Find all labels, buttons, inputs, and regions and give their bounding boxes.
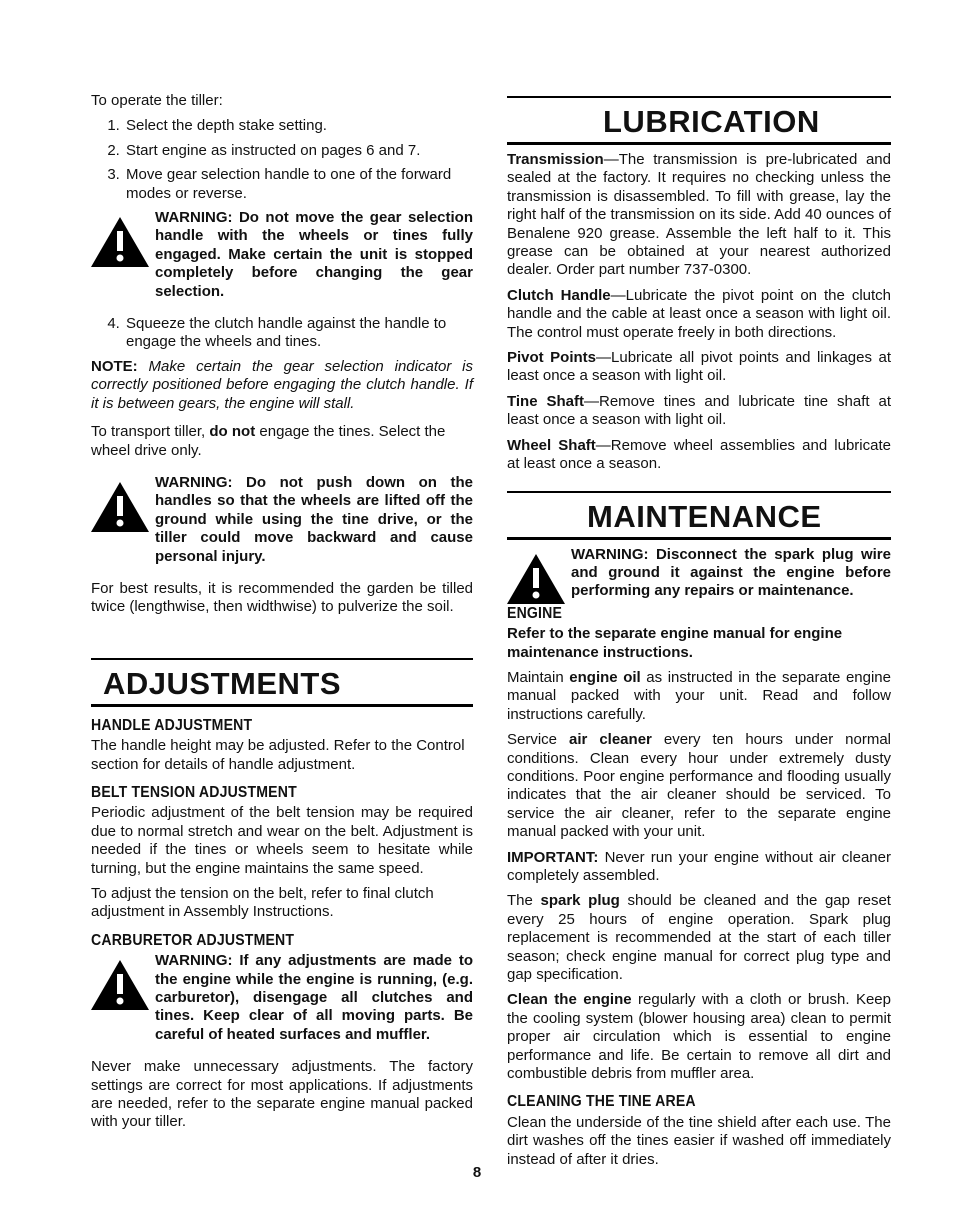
clutch-handle-paragraph — [507, 287, 891, 342]
note-paragraph — [91, 358, 473, 413]
left-column — [91, 92, 473, 1139]
handle-adjustment-text: The handle height may be adjusted. Refer to the Control section for details of handle adjustment. — [91, 737, 465, 773]
wheel-shaft-label: Wheel Shaft — [507, 436, 596, 454]
service-text-a: Service — [507, 731, 558, 749]
important-text: Never run your engine without air cleaner completely assembled. — [507, 848, 891, 884]
belt-tension-text-1: Periodic adjustment of the belt tension may be required due to normal stretch and wear on the belt. Adjustment is needed if the tines or wheels seem to hesitate while turning, but the engine maintains the same speed. — [91, 804, 473, 877]
service-text-c: every ten hours under normal conditions. Clean every hour under extremely dusty conditions. Poor engine performance and flooding usually indicates that the air cleaner should be serviced. To service the air cleaner, refer to the separate engine manual packed with your unit. — [507, 731, 892, 841]
lubrication-title: LUBRICATION — [507, 98, 891, 145]
maintain-text-c: as instructed in the separate engine manual packed with your unit. Read and follow instructions carefully. — [507, 668, 891, 723]
warning-disconnect-plug — [507, 546, 891, 601]
air-cleaner-label: air cleaner — [569, 731, 652, 749]
step-1: 1. Select the depth stake setting. — [124, 117, 473, 135]
step-4: 4. Squeeze the clutch handle against the handle to engage the wheels and tines. — [124, 315, 473, 352]
intro-text: To operate the tiller: — [91, 92, 223, 109]
warning-text: WARNING: Do not move the gear selection handle with the wheels or tines fully engaged. Make certain the unit is stopped completely before changing the gear selection. — [155, 209, 473, 300]
pivot-points-label: Pivot Points — [507, 349, 597, 367]
pivot-points-text: —Lubricate all pivot points and linkages at least once a season with light oil. — [507, 349, 891, 385]
warning-triangle-icon — [91, 217, 149, 267]
spark-plug-paragraph — [507, 892, 891, 984]
wheel-shaft-text: —Remove wheel assemblies and lubricate at least once a season. — [507, 436, 891, 473]
adjustments-title: ADJUSTMENTS — [91, 660, 473, 707]
warning-triangle-icon — [91, 960, 149, 1010]
transmission-label: Transmission — [507, 151, 604, 168]
clean-engine-text: regularly with a cloth or brush. Keep the cooling system (blower housing area) clean to permit proper air circulation which is essential to engine performance and life. Be certain to remove all dirt and combustible debris from muffler area. — [507, 991, 891, 1083]
warning-carburetor — [91, 952, 473, 1044]
warning-triangle-icon — [91, 482, 149, 532]
warning-gear-selection — [91, 209, 473, 301]
note-text: Make certain the gear selection indicator is correctly positioned before engaging the clutch handle. If it is between gears, the engine will stall. — [91, 357, 474, 412]
tine-shaft-text: —Remove tines and lubricate tine shaft at least once a season with light oil. — [507, 392, 892, 429]
tine-shaft-paragraph — [507, 393, 891, 430]
warning-triangle-icon — [507, 554, 565, 604]
important-paragraph — [507, 849, 891, 886]
transport-text-c: engage the tines. Select the wheel drive only. — [91, 423, 446, 459]
lubrication-section-header — [507, 96, 891, 145]
spark-plug-label: spark plug — [540, 892, 620, 910]
transmission-text: —The transmission is pre-lubricated and sealed at the factory. It requires no checking unless the transmission is disassembled. To fill with grease, lay the right half of the transmission on its side. Add 40 ounces of Benalene 920 grease. Assemble the left half to it. This grease can be obtained at your nearest authorized dealer. Order part number 737-0300. — [507, 151, 891, 279]
engine-heading: ENGINE — [507, 604, 563, 622]
transmission-paragraph — [507, 151, 891, 280]
maintain-text-a: Maintain — [507, 668, 564, 686]
note-label: NOTE: — [91, 357, 138, 375]
maintenance-title: MAINTENANCE — [507, 493, 891, 540]
warning-text: WARNING: Do not push down on the handles so that the wheels are lifted off the ground while using the tine drive, or the tiller could move backward and cause personal injury. — [155, 473, 473, 565]
important-label: IMPORTANT: — [507, 848, 599, 866]
clean-engine-label: Clean the engine — [507, 991, 632, 1009]
transport-text-a: To transport tiller, — [91, 423, 206, 441]
operate-steps — [91, 117, 473, 203]
step-2: 2. Start engine as instructed on pages 6 and 7. — [124, 142, 473, 160]
spark-text-c: should be cleaned and the gap reset every 25 hours of engine operation. Spark plug replacement is recommended at the start of each tiller season; check engine manual for correct plug type and gap specification. — [507, 892, 891, 984]
step-3: 3. Move gear selection handle to one of the forward modes or reverse. — [124, 166, 473, 203]
maintenance-section-header — [507, 491, 891, 540]
warning-text: WARNING: Disconnect the spark plug wire and ground it against the engine before performing any repairs or maintenance. — [571, 545, 891, 600]
spark-text-a: The — [507, 892, 533, 910]
tine-shaft-label: Tine Shaft — [507, 392, 584, 410]
operate-steps-continued — [91, 315, 473, 352]
cleaning-tine-area-text: Clean the underside of the tine shield after each use. The dirt washes off the tines easier if washed off immediately instead of after it dries. — [507, 1113, 891, 1168]
handle-adjustment-heading: HANDLE ADJUSTMENT — [91, 716, 253, 734]
transport-paragraph — [91, 423, 473, 460]
engine-oil-paragraph — [507, 669, 891, 724]
clean-engine-paragraph — [507, 991, 891, 1083]
cleaning-tine-area-heading: CLEANING THE TINE AREA — [507, 1093, 696, 1111]
clutch-handle-label: Clutch Handle — [507, 286, 611, 304]
warning-text: WARNING: If any adjustments are made to the engine while the engine is running, (e.g. carburetor), disengage all clutches and tines. Keep clear of all moving parts. Be careful of heated surfaces and muffler. — [155, 952, 473, 1043]
page-number: 8 — [472, 1164, 482, 1181]
best-results-text: For best results, it is recommended the garden be tilled twice (lengthwise, then widthwise) to pulverize the soil. — [91, 579, 473, 616]
adjustments-section-header — [91, 658, 473, 707]
never-adjust-text: Never make unnecessary adjustments. The factory settings are correct for most applications. If adjustments are needed, refer to the separate engine manual packed with your tiller. — [91, 1058, 473, 1131]
carburetor-heading: CARBURETOR ADJUSTMENT — [91, 931, 295, 949]
engine-oil-label: engine oil — [569, 668, 641, 686]
pivot-points-paragraph — [507, 349, 891, 386]
clutch-handle-text: —Lubricate the pivot point on the clutch handle and the cable at least once a season with light oil. The control must operate freely in both directions. — [507, 286, 892, 341]
air-cleaner-paragraph — [507, 731, 891, 841]
belt-tension-heading: BELT TENSION ADJUSTMENT — [91, 783, 297, 801]
right-column — [507, 96, 891, 1176]
wheel-shaft-paragraph — [507, 437, 891, 474]
refer-engine-manual: Refer to the separate engine manual for engine maintenance instructions. — [507, 625, 843, 661]
warning-handles — [91, 474, 473, 566]
transport-emphasis: do not — [209, 423, 256, 441]
belt-tension-text-2: To adjust the tension on the belt, refer to final clutch adjustment in Assembly Instructions. — [91, 885, 434, 921]
